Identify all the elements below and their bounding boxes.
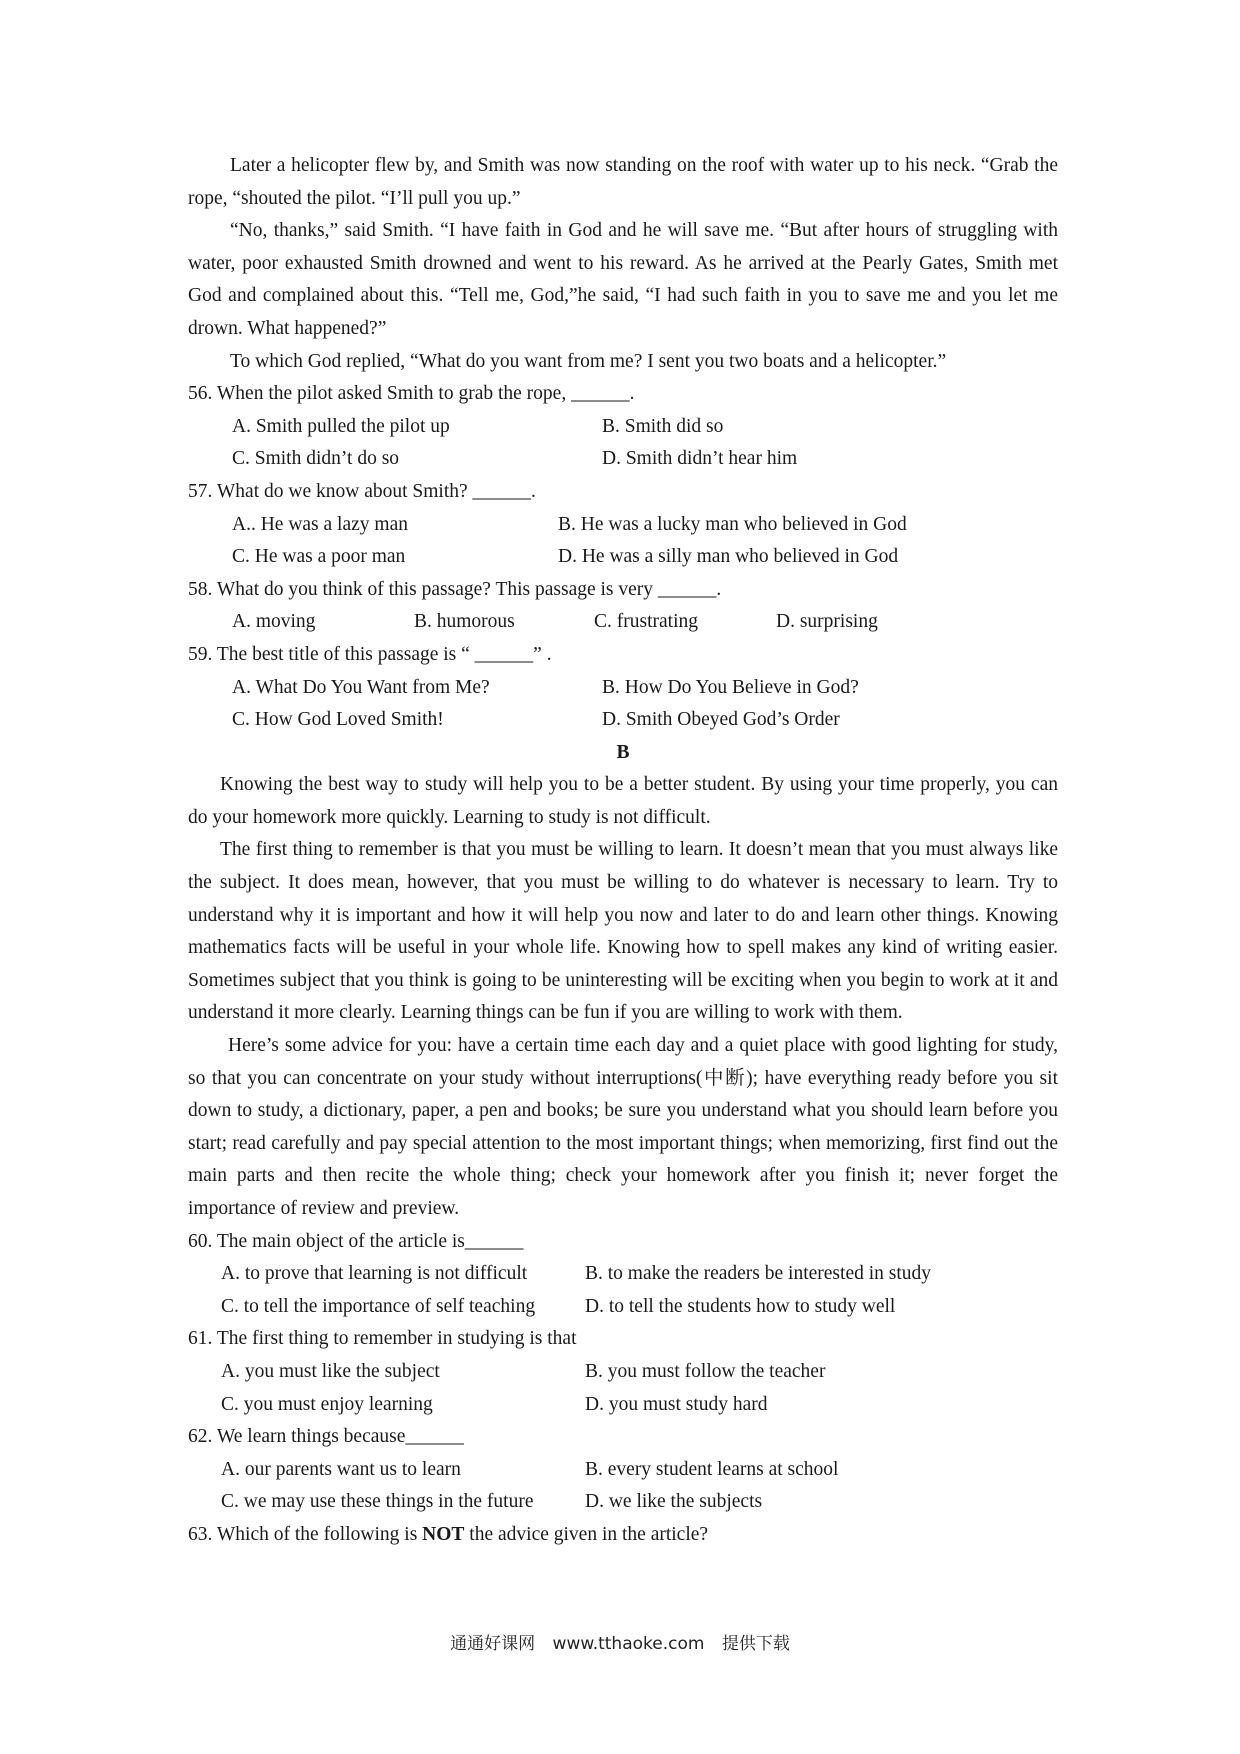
option-a: A. moving [232, 611, 316, 633]
question-63-text-before: 63. Which of the following is [188, 1523, 423, 1545]
option-d: D. He was a silly man who believed in God [558, 546, 899, 568]
footer-url: www.tthaoke.com [552, 1634, 705, 1654]
question-stem: 58. What do you think of this passage? This passage is very ______. [188, 578, 722, 600]
option-a: A. you must like the subject [221, 1360, 440, 1382]
option-c: C. you must enjoy learning [221, 1393, 433, 1415]
option-c: C. Smith didn’t do so [232, 448, 400, 470]
passage-a [188, 150, 1058, 737]
option-a: A. Smith pulled the pilot up [232, 415, 450, 437]
passage-b-paragraph-1: Knowing the best way to study will help you to be a better student. By using your time properly, you can do your homework more quickly. Learning to study is not difficult. [188, 774, 1058, 828]
option-a: A. to prove that learning is not difficult [221, 1263, 528, 1285]
option-d: D. surprising [776, 611, 878, 633]
footer-note: 提供下载 [721, 1634, 790, 1654]
option-c: C. we may use these things in the future [221, 1491, 534, 1513]
question-stem: 56. When the pilot asked Smith to grab the rope, ______. [188, 383, 635, 405]
option-d: D. to tell the students how to study well [585, 1295, 896, 1317]
page-footer [0, 1629, 1240, 1654]
option-b: B. How Do You Believe in God? [602, 676, 859, 698]
option-b: B. every student learns at school [585, 1458, 839, 1480]
option-c: C. frustrating [594, 611, 698, 633]
question-63 [188, 1519, 1058, 1552]
question-58 [188, 574, 1058, 639]
option-b: B. to make the readers be interested in study [585, 1263, 932, 1285]
option-c: C. How God Loved Smith! [232, 709, 444, 731]
question-stem: 60. The main object of the article is______ [188, 1230, 524, 1252]
option-d: D. Smith Obeyed God’s Order [602, 709, 840, 731]
question-59 [188, 639, 1058, 737]
option-d: D. you must study hard [585, 1393, 768, 1415]
passage-a-paragraph-2: “No, thanks,” said Smith. “I have faith in God and he will save me. “But after hours of struggling with water, poor exhausted Smith drowned and went to his reward. As he arrived at the Pearly Gates, Smith met God and complained about this. “Tell me, God,”he said, “I had such faith in you to save me and you let me drown. What happened?” [188, 220, 1058, 339]
passage-a-paragraph-1: Later a helicopter flew by, and Smith was now standing on the roof with water up to his neck. “Grab the rope, “shouted the pilot. “I’ll pull you up.” [188, 155, 1058, 209]
question-60 [188, 1226, 1058, 1324]
option-c: C. to tell the importance of self teaching [221, 1295, 536, 1317]
passage-b-paragraph-2: The first thing to remember is that you must be willing to learn. It doesn’t mean that you must always like the subject. It does mean, however, that you must be willing to do whatever is necessary to learn. Try to understand why it is important and how it will help you now and later to do and learn other things. Knowing mathematics facts will be useful in your whole life. Knowing how to spell makes any kind of writing easier. Sometimes subject that you think is going to be uninteresting will be exciting when you begin to work at it and understand it more clearly. Learning things can be fun if you are willing to work with them. [188, 839, 1058, 1024]
question-stem: 62. We learn things because______ [188, 1426, 464, 1448]
question-stem: 57. What do we know about Smith? ______. [188, 480, 536, 502]
question-63-text-after: the advice given in the article? [464, 1523, 709, 1545]
option-b: B. you must follow the teacher [585, 1360, 826, 1382]
question-62 [188, 1421, 1058, 1519]
option-b: B. Smith did so [602, 415, 724, 437]
option-a: A. What Do You Want from Me? [232, 676, 490, 698]
question-63-emphasis: NOT [422, 1523, 465, 1545]
option-b: B. humorous [414, 611, 515, 633]
section-heading: B [616, 741, 630, 763]
question-56 [188, 378, 1058, 476]
question-stem: 61. The first thing to remember in studying is that [188, 1328, 577, 1350]
option-a: A. our parents want us to learn [221, 1458, 461, 1480]
question-61 [188, 1323, 1058, 1421]
question-stem: 59. The best title of this passage is “ ______” . [188, 643, 552, 665]
footer-site-name: 通通好课网 [450, 1634, 536, 1654]
exam-page [188, 150, 1058, 1552]
passage-b-paragraph-3: Here’s some advice for you: have a certain time each day and a quiet place with good lighting for study, so that you can concentrate on your study without interruptions(中断); have everything ready before you sit down to study, a dictionary, paper, a pen and books; be sure you understand what you should learn before you start; read carefully and pay special attention to the most important things; when memorizing, first find out the main parts and then recite the whole thing; check your homework after you finish it; never forget the importance of review and preview. [188, 1035, 1058, 1219]
option-a: A.. He was a lazy man [232, 513, 408, 535]
option-b: B. He was a lucky man who believed in God [558, 513, 907, 535]
option-c: C. He was a poor man [232, 546, 406, 568]
passage-b [188, 737, 1058, 1552]
option-d: D. Smith didn’t hear him [602, 448, 798, 470]
option-d: D. we like the subjects [585, 1491, 763, 1513]
passage-a-paragraph-3: To which God replied, “What do you want from me? I sent you two boats and a helicopter.” [230, 350, 947, 372]
question-57 [188, 476, 1058, 574]
